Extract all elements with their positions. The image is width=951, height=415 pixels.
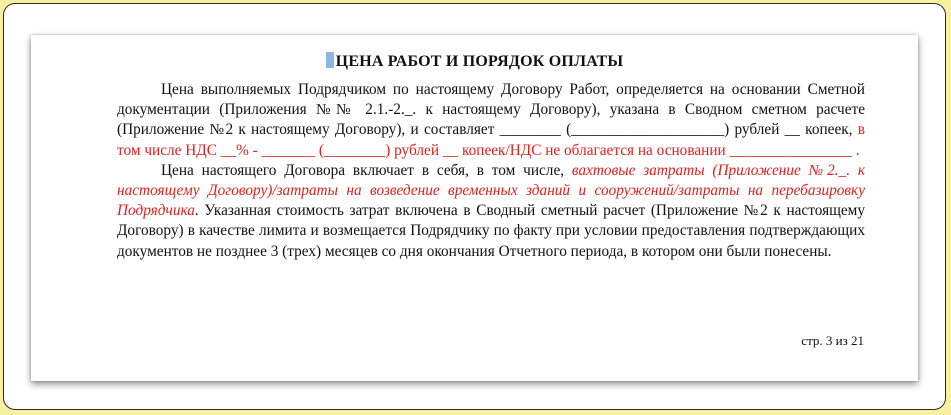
section-heading [31, 52, 918, 71]
paragraph2-start-text: Цена настоящего Договора включает в себя, в том числе, [161, 161, 572, 179]
paragraph-price-includes [117, 161, 865, 262]
paragraph1-text: Цена выполняемых Подрядчиком по настоящему Договору Работ, определяется на основании Сметной документации (Приложения №№ 2.1.-2._. к настоящему Договору), указана в Сводном сметном расчете (Приложение №2 к настоящему Договору), и составляет ________ (____________________) рублей __ копеек, [117, 81, 865, 139]
paragraph2-costs-text: вахтовые затраты (Приложение №2._. к настоящему Договору)/затраты на возведение временных зданий и сооружений/затраты на перебазировку Подрядчика [117, 161, 866, 220]
bookmark-icon [326, 52, 334, 68]
screenshot-frame [3, 3, 946, 410]
heading-text: ЦЕНА РАБОТ И ПОРЯДОК ОПЛАТЫ [335, 53, 624, 70]
paragraph1-vat-text: в том числе НДС __% - _______ (________) рублей __ копеек/НДС не облагается на основании ________________ . [117, 121, 865, 159]
paragraph-price-definition [117, 80, 865, 161]
paragraph2-end-text: . Указанная стоимость затрат включена в Сводный сметный расчет (Приложение №2 к настоящему Договору) в качестве лимита и возмещается Подрядчику по факту при условии предоставления подтверждающих документов не позднее 3 (трех) месяцев со дня окончания Отчетного периода, в котором они были понесены. [117, 202, 865, 260]
document-body [117, 80, 865, 262]
page-number: стр. 3 из 21 [801, 333, 864, 348]
document-page [31, 35, 918, 381]
